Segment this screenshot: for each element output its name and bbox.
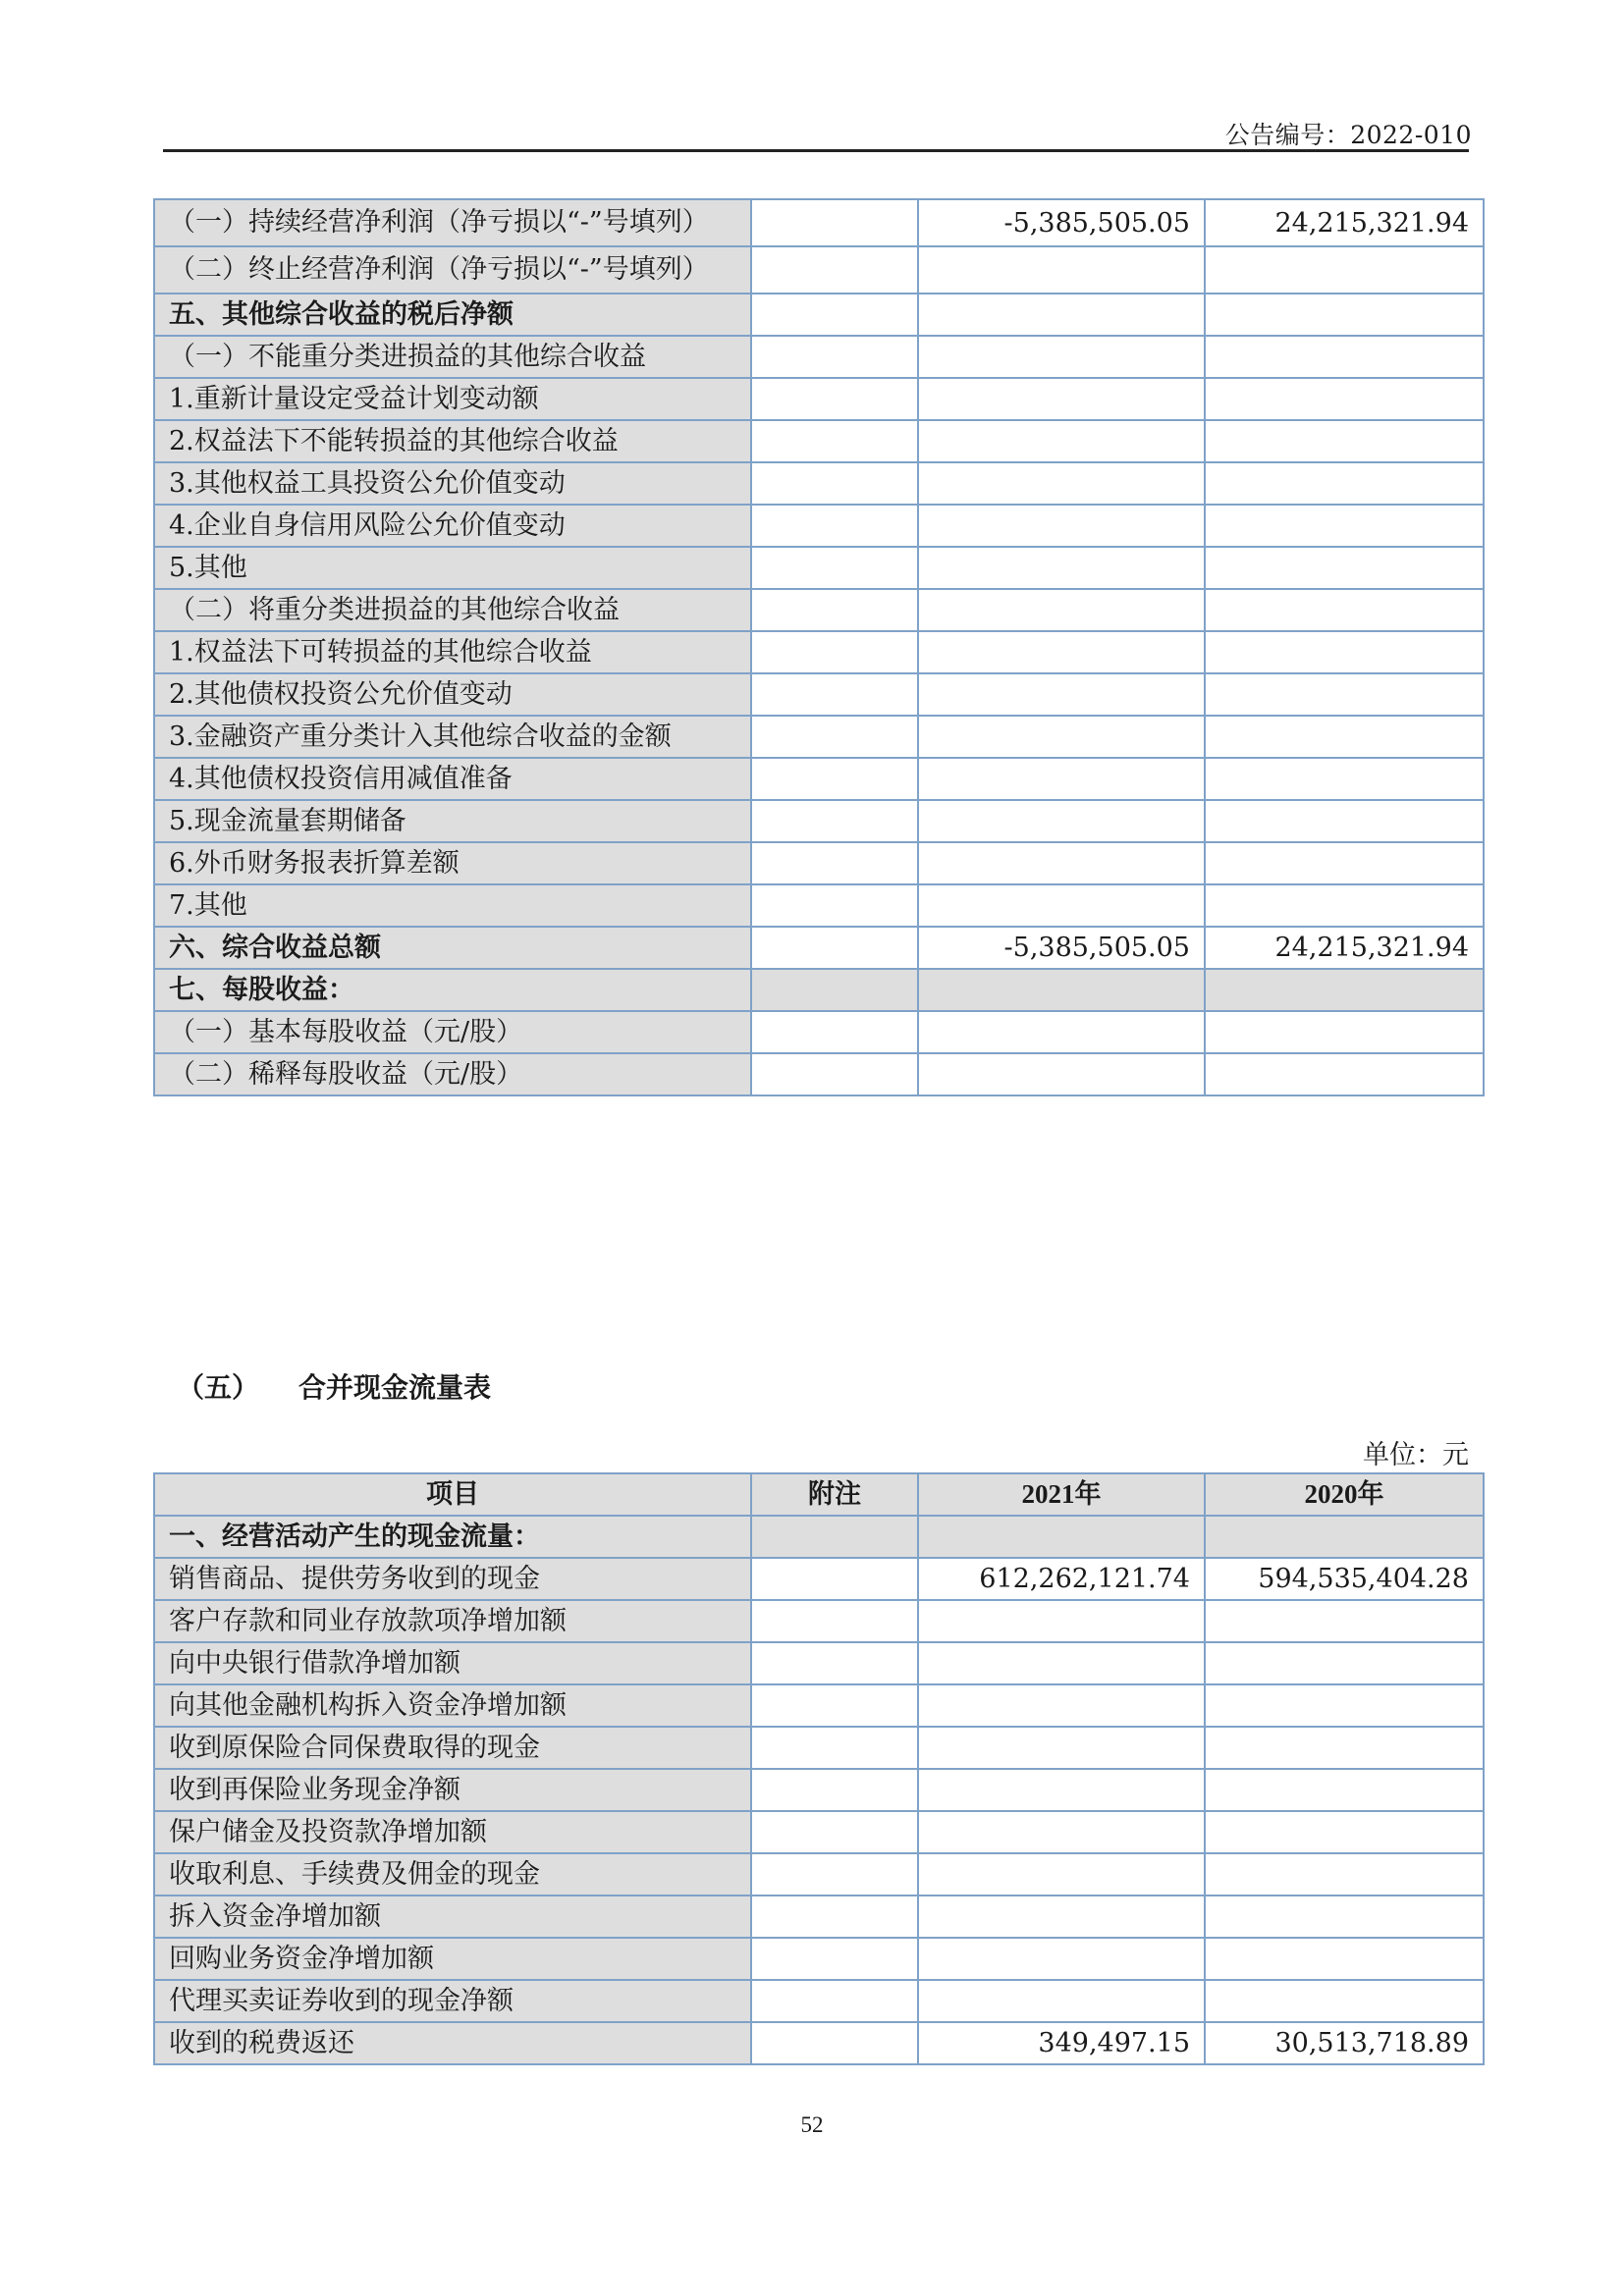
section-number: （五） <box>177 1371 260 1404</box>
table-row <box>154 716 1484 758</box>
row-value-2020: 24,215,321.94 <box>1205 927 1484 969</box>
row-value-2021: -5,385,505.05 <box>918 927 1205 969</box>
row-note <box>751 547 918 589</box>
row-label: 3.其他权益工具投资公允价值变动 <box>154 462 751 505</box>
row-value-2021 <box>918 1642 1205 1684</box>
row-note <box>751 294 918 336</box>
row-label: 2.其他债权投资公允价值变动 <box>154 673 751 716</box>
row-note <box>751 631 918 673</box>
table-row <box>154 589 1484 631</box>
table-row <box>154 547 1484 589</box>
row-value-2020 <box>1205 1600 1484 1642</box>
row-note <box>751 927 918 969</box>
table-row <box>154 884 1484 927</box>
row-label: 6.外币财务报表折算差额 <box>154 842 751 884</box>
row-note <box>751 842 918 884</box>
table-row <box>154 631 1484 673</box>
row-value-2020 <box>1205 1896 1484 1938</box>
row-label: 拆入资金净增加额 <box>154 1896 751 1938</box>
row-note <box>751 199 918 246</box>
table-row <box>154 336 1484 378</box>
row-value-2020 <box>1205 1011 1484 1053</box>
row-label: 客户存款和同业存放款项净增加额 <box>154 1600 751 1642</box>
row-label: 销售商品、提供劳务收到的现金 <box>154 1558 751 1600</box>
row-value-2020: 30,513,718.89 <box>1205 2022 1484 2064</box>
header-2021: 2021年 <box>918 1473 1205 1516</box>
row-value-2021 <box>918 1980 1205 2022</box>
header-note: 附注 <box>751 1473 918 1516</box>
announcement-number: 公告编号：2022-010 <box>1224 121 1472 149</box>
row-value-2021 <box>918 758 1205 800</box>
table-row <box>154 294 1484 336</box>
row-note <box>751 1053 918 1095</box>
row-value-2020 <box>1205 1811 1484 1853</box>
table-row <box>154 758 1484 800</box>
row-value-2020 <box>1205 505 1484 547</box>
row-note <box>751 884 918 927</box>
row-label: 五、其他综合收益的税后净额 <box>154 294 751 336</box>
row-value-2021 <box>918 1896 1205 1938</box>
table-row <box>154 1516 1484 1558</box>
row-value-2020 <box>1205 294 1484 336</box>
row-value-2021 <box>918 1938 1205 1980</box>
table-row <box>154 969 1484 1011</box>
row-note <box>751 2022 918 2064</box>
row-label: 4.企业自身信用风险公允价值变动 <box>154 505 751 547</box>
row-value-2020 <box>1205 842 1484 884</box>
table-row <box>154 1053 1484 1095</box>
row-note <box>751 1684 918 1727</box>
row-value-2020 <box>1205 1727 1484 1769</box>
row-note <box>751 1938 918 1980</box>
row-value-2021 <box>918 1811 1205 1853</box>
row-note <box>751 800 918 842</box>
table-row <box>154 927 1484 969</box>
row-value-2020 <box>1205 800 1484 842</box>
row-label: 六、综合收益总额 <box>154 927 751 969</box>
row-value-2020 <box>1205 378 1484 420</box>
table-row <box>154 1811 1484 1853</box>
row-label: 3.金融资产重分类计入其他综合收益的金额 <box>154 716 751 758</box>
table-row <box>154 1600 1484 1642</box>
row-note <box>751 336 918 378</box>
row-label: 5.现金流量套期储备 <box>154 800 751 842</box>
row-value-2021 <box>918 1727 1205 1769</box>
row-note <box>751 378 918 420</box>
table-row <box>154 246 1484 294</box>
table-row <box>154 199 1484 246</box>
row-value-2020 <box>1205 589 1484 631</box>
table-row <box>154 1011 1484 1053</box>
row-label: 七、每股收益： <box>154 969 751 1011</box>
row-value-2021: -5,385,505.05 <box>918 199 1205 246</box>
row-value-2021 <box>918 378 1205 420</box>
row-value-2020 <box>1205 462 1484 505</box>
row-note <box>751 1516 918 1558</box>
row-value-2021: 349,497.15 <box>918 2022 1205 2064</box>
row-label: 7.其他 <box>154 884 751 927</box>
row-label: 1.重新计量设定受益计划变动额 <box>154 378 751 420</box>
row-value-2021 <box>918 884 1205 927</box>
row-label: （二）稀释每股收益（元/股） <box>154 1053 751 1095</box>
row-value-2020 <box>1205 716 1484 758</box>
row-value-2020 <box>1205 1980 1484 2022</box>
row-value-2021 <box>918 1053 1205 1095</box>
row-label: （二）将重分类进损益的其他综合收益 <box>154 589 751 631</box>
row-value-2020 <box>1205 246 1484 294</box>
row-label: 代理买卖证券收到的现金净额 <box>154 1980 751 2022</box>
row-value-2021 <box>918 1600 1205 1642</box>
row-value-2021 <box>918 547 1205 589</box>
row-note <box>751 462 918 505</box>
row-value-2021 <box>918 842 1205 884</box>
row-label: （一）持续经营净利润（净亏损以“-”号填列） <box>154 199 751 246</box>
row-label: （二）终止经营净利润（净亏损以“-”号填列） <box>154 246 751 294</box>
row-value-2021: 612,262,121.74 <box>918 1558 1205 1600</box>
row-note <box>751 1642 918 1684</box>
row-value-2020 <box>1205 884 1484 927</box>
page-number: 52 <box>800 2112 824 2137</box>
row-value-2020 <box>1205 547 1484 589</box>
row-value-2020 <box>1205 969 1484 1011</box>
row-note <box>751 589 918 631</box>
row-value-2021 <box>918 589 1205 631</box>
row-value-2020 <box>1205 1769 1484 1811</box>
row-value-2020 <box>1205 1642 1484 1684</box>
row-note <box>751 1980 918 2022</box>
row-value-2020 <box>1205 336 1484 378</box>
row-value-2020 <box>1205 1053 1484 1095</box>
row-note <box>751 716 918 758</box>
table-row <box>154 1896 1484 1938</box>
row-label: 收取利息、手续费及佣金的现金 <box>154 1853 751 1896</box>
table-row <box>154 1727 1484 1769</box>
row-value-2020 <box>1205 673 1484 716</box>
row-note <box>751 1011 918 1053</box>
row-note <box>751 673 918 716</box>
table-row <box>154 1558 1484 1600</box>
row-label: 2.权益法下不能转损益的其他综合收益 <box>154 420 751 462</box>
row-value-2020 <box>1205 631 1484 673</box>
row-note <box>751 1600 918 1642</box>
row-value-2021 <box>918 462 1205 505</box>
table-row <box>154 842 1484 884</box>
row-label: 收到原保险合同保费取得的现金 <box>154 1727 751 1769</box>
table-row <box>154 1769 1484 1811</box>
section-title-text: 合并现金流量表 <box>298 1371 492 1404</box>
row-note <box>751 1558 918 1600</box>
row-label: 5.其他 <box>154 547 751 589</box>
row-value-2020 <box>1205 1516 1484 1558</box>
row-value-2021 <box>918 969 1205 1011</box>
row-value-2020 <box>1205 420 1484 462</box>
row-label: 向其他金融机构拆入资金净增加额 <box>154 1684 751 1727</box>
row-note <box>751 969 918 1011</box>
row-label: （一）不能重分类进损益的其他综合收益 <box>154 336 751 378</box>
row-value-2021 <box>918 1516 1205 1558</box>
table-row <box>154 1642 1484 1684</box>
cash-flow-statement-table <box>153 1472 1485 2065</box>
table-row <box>154 462 1484 505</box>
table-row <box>154 505 1484 547</box>
section-title <box>177 1366 491 1406</box>
row-value-2021 <box>918 631 1205 673</box>
row-value-2021 <box>918 420 1205 462</box>
row-note <box>751 1769 918 1811</box>
row-value-2021 <box>918 246 1205 294</box>
table-row <box>154 378 1484 420</box>
row-note <box>751 758 918 800</box>
row-label: 收到再保险业务现金净额 <box>154 1769 751 1811</box>
row-label: 保户储金及投资款净增加额 <box>154 1811 751 1853</box>
row-value-2020 <box>1205 1853 1484 1896</box>
table-row <box>154 2022 1484 2064</box>
unit-label: 单位：元 <box>1363 1440 1469 1470</box>
row-label: 1.权益法下可转损益的其他综合收益 <box>154 631 751 673</box>
row-value-2020: 594,535,404.28 <box>1205 1558 1484 1600</box>
row-value-2020 <box>1205 1938 1484 1980</box>
row-value-2021 <box>918 1011 1205 1053</box>
row-note <box>751 1811 918 1853</box>
row-value-2021 <box>918 505 1205 547</box>
row-value-2021 <box>918 716 1205 758</box>
row-note <box>751 420 918 462</box>
row-value-2021 <box>918 673 1205 716</box>
header-item: 项目 <box>154 1473 751 1516</box>
table-header-row <box>154 1473 1484 1516</box>
table-row <box>154 800 1484 842</box>
row-value-2021 <box>918 336 1205 378</box>
row-label: 一、经营活动产生的现金流量： <box>154 1516 751 1558</box>
row-note <box>751 246 918 294</box>
table-row <box>154 1980 1484 2022</box>
row-value-2021 <box>918 800 1205 842</box>
table-row <box>154 420 1484 462</box>
row-value-2021 <box>918 1684 1205 1727</box>
row-note <box>751 1727 918 1769</box>
row-value-2020: 24,215,321.94 <box>1205 199 1484 246</box>
table-row <box>154 1684 1484 1727</box>
row-note <box>751 1853 918 1896</box>
row-value-2020 <box>1205 758 1484 800</box>
row-value-2021 <box>918 1769 1205 1811</box>
table-row <box>154 673 1484 716</box>
row-label: （一）基本每股收益（元/股） <box>154 1011 751 1053</box>
row-note <box>751 505 918 547</box>
row-value-2021 <box>918 294 1205 336</box>
row-label: 4.其他债权投资信用减值准备 <box>154 758 751 800</box>
header-2020: 2020年 <box>1205 1473 1484 1516</box>
row-value-2021 <box>918 1853 1205 1896</box>
row-label: 收到的税费返还 <box>154 2022 751 2064</box>
row-note <box>751 1896 918 1938</box>
row-label: 向中央银行借款净增加额 <box>154 1642 751 1684</box>
table-row <box>154 1938 1484 1980</box>
table-row <box>154 1853 1484 1896</box>
income-statement-continued-table <box>153 198 1485 1096</box>
header-rule <box>163 149 1469 152</box>
row-label: 回购业务资金净增加额 <box>154 1938 751 1980</box>
row-value-2020 <box>1205 1684 1484 1727</box>
